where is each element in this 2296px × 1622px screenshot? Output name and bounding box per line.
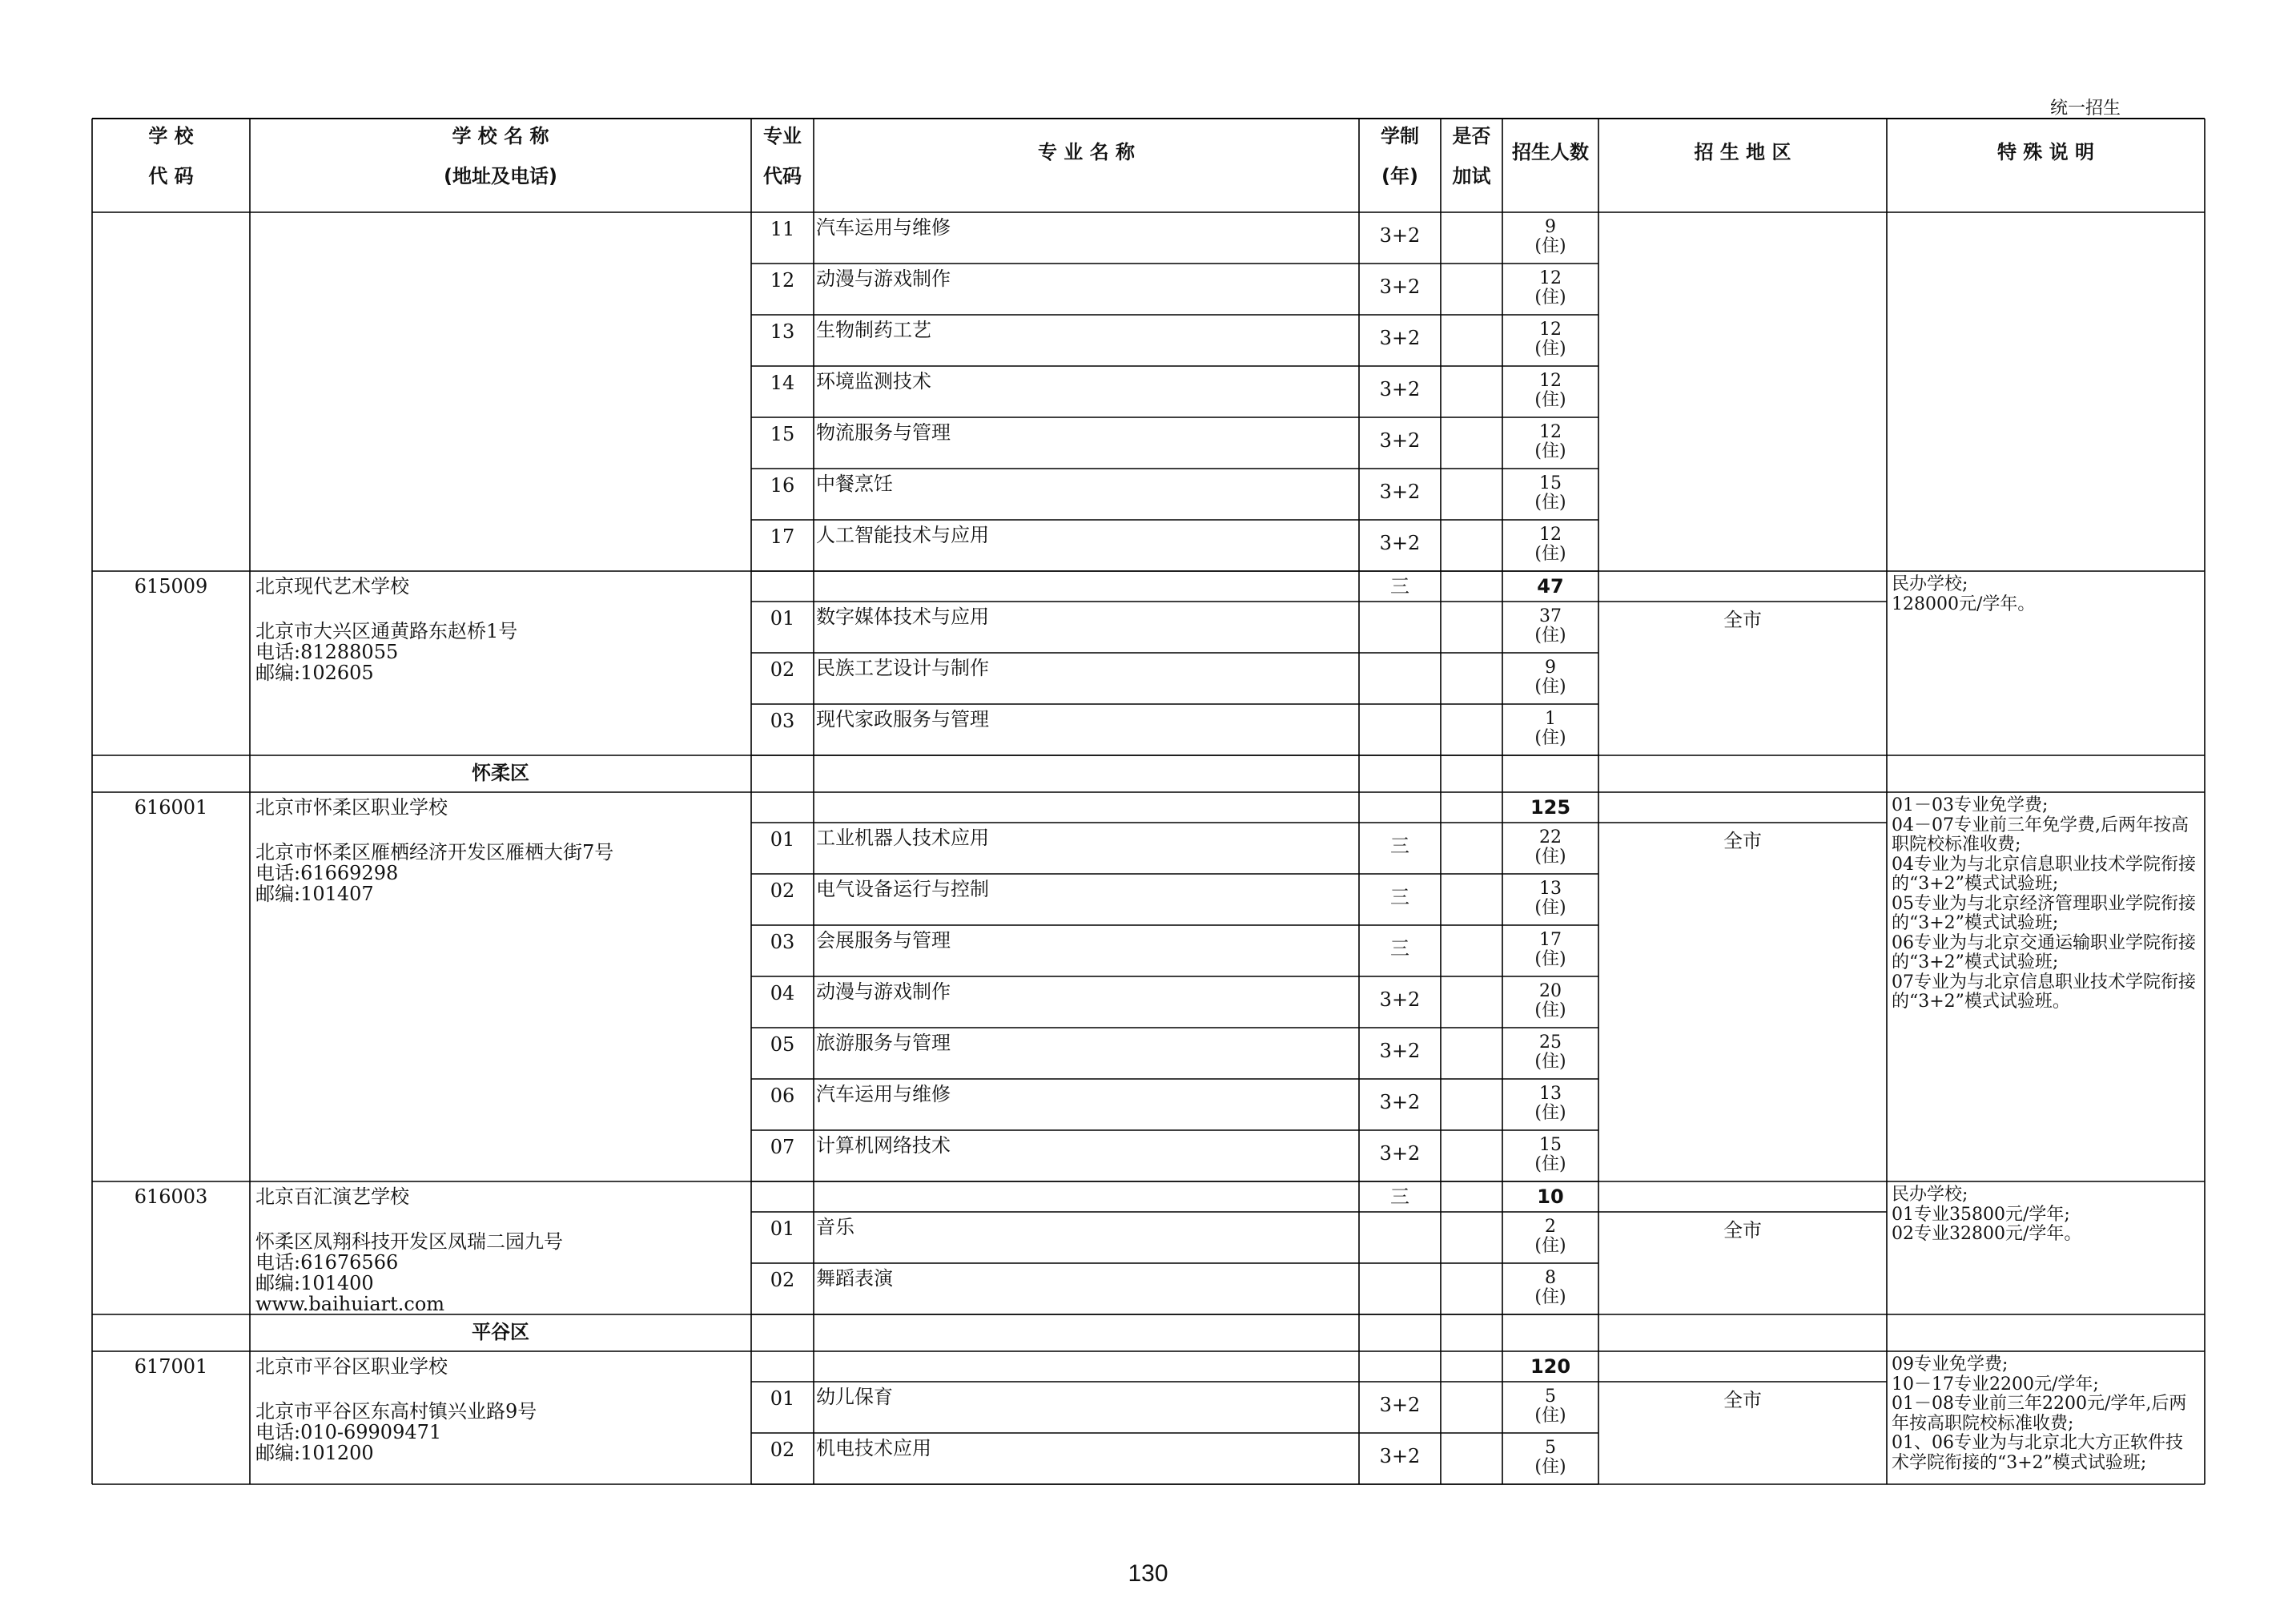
major-code: 01 [770,1387,795,1410]
major-name: 音乐 [816,1216,854,1238]
major-boarding: (住) [1534,544,1566,564]
major-count: 20 [1539,981,1562,1001]
major-duration: 3+2 [1379,327,1421,349]
major-boarding: (住) [1534,390,1566,410]
major-count: 17 [1539,930,1562,950]
major-duration: 3+2 [1379,1091,1421,1113]
major-duration: 3+2 [1379,988,1421,1011]
major-count: 25 [1539,1032,1562,1052]
major-count: 9 [1545,658,1556,678]
major-boarding: (住) [1534,1406,1566,1426]
major-count: 2 [1545,1217,1556,1237]
major-code: 02 [770,658,795,681]
school-address: 北京市怀柔区雁栖经济开发区雁栖大街7号 [255,841,614,863]
major-code: 01 [770,1218,795,1240]
note-line: 04－07专业前三年免学费,后两年按高职院校标准收费; [1892,815,2189,855]
major-duration: 三 [1390,886,1409,908]
major-name: 舞蹈表演 [816,1267,893,1290]
school-name: 北京百汇演艺学校 [255,1185,409,1208]
major-boarding: (住) [1534,493,1566,513]
page-number: 130 [1128,1560,1168,1587]
school-postcode: 邮编:101407 [255,883,374,905]
header-school-code: 学 校 [148,125,194,147]
school-code: 615009 [134,575,208,598]
major-duration: 三 [1390,937,1409,960]
school-phone: 电话:81288055 [255,641,399,663]
school-code: 617001 [134,1355,208,1378]
school-region: 全市 [1723,830,1762,852]
major-code: 02 [770,879,795,902]
major-duration: 3+2 [1379,1445,1421,1467]
major-name: 人工智能技术与应用 [816,524,989,546]
major-code: 12 [770,269,795,292]
major-duration: 3+2 [1379,378,1421,400]
top-right-label: 统一招生 [2050,99,2121,119]
major-name: 工业机器人技术应用 [816,827,989,849]
school-total: 10 [1537,1185,1564,1208]
note-line: 04专业为与北京信息职业技术学院衔接的“3+2”模式试验班; [1892,854,2196,894]
school-name: 北京市怀柔区职业学校 [255,796,448,819]
major-boarding: (住) [1534,949,1566,969]
school-notes [1892,1355,2198,1473]
school-postcode: 邮编:101400 [255,1272,374,1294]
header-region: 招 生 地 区 [1694,141,1791,163]
header-duration: (年) [1381,165,1418,187]
major-name: 民族工艺设计与制作 [816,657,989,679]
major-duration: 3+2 [1379,429,1421,452]
major-boarding: (住) [1534,441,1566,461]
major-code: 13 [770,320,795,343]
major-boarding: (住) [1534,1236,1566,1256]
major-name: 汽车运用与维修 [816,1083,951,1105]
major-code: 01 [770,607,795,630]
header-major-code: 代码 [763,165,802,187]
note-line: 05专业为与北京经济管理职业学院衔接的“3+2”模式试验班; [1892,893,2196,933]
school-total: 47 [1537,575,1564,598]
header-major-name: 专 业 名 称 [1037,141,1136,163]
major-code: 11 [770,218,795,240]
major-count: 12 [1539,268,1562,288]
school-notes [1892,796,2198,1012]
major-boarding: (住) [1534,288,1566,308]
major-count: 12 [1539,320,1562,340]
major-count: 15 [1539,1135,1562,1155]
major-boarding: (住) [1534,1154,1566,1174]
school-name: 北京市平谷区职业学校 [255,1355,448,1378]
major-count: 5 [1545,1387,1556,1407]
school-total: 120 [1530,1355,1571,1378]
major-count: 1 [1545,709,1556,729]
major-code: 16 [770,474,795,497]
major-count: 8 [1545,1268,1556,1288]
note-line: 128000元/学年。 [1892,594,2036,614]
note-line: 民办学校; [1892,574,1968,594]
major-count: 12 [1539,371,1562,391]
major-name: 旅游服务与管理 [816,1032,951,1054]
major-code: 05 [770,1033,795,1056]
major-duration: 3+2 [1379,1040,1421,1062]
major-boarding: (住) [1534,728,1566,748]
major-code: 03 [770,931,795,953]
note-line: 07专业为与北京信息职业技术学院衔接的“3+2”模式试验班。 [1892,972,2196,1012]
header-extra-exam: 加试 [1452,165,1491,187]
major-boarding: (住) [1534,898,1566,918]
header-school-code: 代 码 [148,165,194,187]
school-code: 616001 [134,796,208,819]
major-name: 会展服务与管理 [816,929,951,952]
school-address: 北京市平谷区东高村镇兴业路9号 [255,1400,537,1423]
major-name: 数字媒体技术与应用 [816,606,989,628]
major-code: 02 [770,1439,795,1461]
major-code: 01 [770,828,795,851]
major-name: 电气设备运行与控制 [816,878,989,900]
major-boarding: (住) [1534,1052,1566,1072]
major-code: 14 [770,372,795,394]
district-name: 平谷区 [472,1321,529,1343]
school-phone: 电话:010-69909471 [255,1421,442,1443]
major-code: 04 [770,982,795,1004]
note-line: 01、06专业为与北京北大方正软件技术学院衔接的“3+2”模式试验班; [1892,1433,2183,1473]
major-boarding: (住) [1534,677,1566,697]
major-duration: 3+2 [1379,1142,1421,1165]
major-boarding: (住) [1534,236,1566,256]
major-count: 15 [1539,473,1562,493]
school-phone: 电话:61676566 [255,1251,399,1274]
school-region: 全市 [1723,1219,1762,1242]
major-boarding: (住) [1534,1000,1566,1020]
school-address: 北京市大兴区通黄路东赵桥1号 [255,620,518,642]
major-count: 9 [1545,217,1556,237]
school-name: 北京现代艺术学校 [255,575,409,598]
note-line: 06专业为与北京交通运输职业学院衔接的“3+2”模式试验班; [1892,932,2196,972]
major-duration: 3+2 [1379,532,1421,554]
major-name: 物流服务与管理 [816,421,951,444]
school-region: 全市 [1723,1389,1762,1411]
major-name: 计算机网络技术 [816,1134,951,1157]
school-website: www.baihuiart.com [255,1293,445,1315]
major-name: 中餐烹饪 [816,473,893,495]
major-name: 机电技术应用 [816,1437,931,1459]
major-name: 生物制药工艺 [816,319,931,341]
school-region: 全市 [1723,609,1762,631]
major-count: 12 [1539,422,1562,442]
major-name: 幼儿保育 [816,1386,893,1408]
school-postcode: 邮编:102605 [255,662,374,684]
major-name: 动漫与游戏制作 [816,980,951,1003]
header-notes: 特 殊 说 明 [1996,141,2095,163]
major-boarding: (住) [1534,847,1566,867]
note-line: 01－08专业前三年2200元/学年,后两年按高职院校标准收费; [1892,1394,2187,1434]
school-code: 616003 [134,1185,208,1208]
major-duration: 3+2 [1379,276,1421,298]
major-name: 汽车运用与维修 [816,216,951,239]
note-line: 民办学校; [1892,1185,1968,1205]
major-count: 13 [1539,1084,1562,1104]
major-code: 17 [770,525,795,548]
major-code: 15 [770,423,795,445]
school-notes [1892,1185,2198,1245]
header-extra-exam: 是否 [1452,125,1491,147]
major-name: 现代家政服务与管理 [816,708,989,731]
school-duration: 三 [1390,575,1409,598]
major-name: 环境监测技术 [816,370,931,392]
major-boarding: (住) [1534,1287,1566,1307]
school-notes [1892,575,2198,614]
major-boarding: (住) [1534,626,1566,646]
school-phone: 电话:61669298 [255,862,399,884]
note-line: 09专业免学费; [1892,1354,2008,1374]
major-duration: 三 [1390,835,1409,857]
major-boarding: (住) [1534,1103,1566,1123]
major-count: 12 [1539,525,1562,545]
major-count: 13 [1539,879,1562,899]
major-name: 动漫与游戏制作 [816,268,951,290]
major-code: 03 [770,710,795,732]
major-duration: 3+2 [1379,481,1421,503]
major-count: 22 [1539,827,1562,847]
header-major-code: 专业 [763,125,802,147]
major-boarding: (住) [1534,339,1566,359]
district-name: 怀柔区 [472,762,529,784]
major-boarding: (住) [1534,1457,1566,1477]
school-postcode: 邮编:101200 [255,1442,374,1464]
note-line: 01专业35800元/学年; [1892,1204,2070,1225]
note-line: 02专业32800元/学年。 [1892,1224,2082,1244]
note-line: 10－17专业2200元/学年; [1892,1374,2099,1395]
major-count: 37 [1539,606,1562,626]
header-duration: 学制 [1381,125,1419,147]
major-duration: 3+2 [1379,1394,1421,1416]
major-code: 07 [770,1136,795,1158]
school-duration: 三 [1390,1185,1409,1208]
major-code: 06 [770,1085,795,1107]
major-duration: 3+2 [1379,224,1421,247]
school-total: 125 [1530,796,1571,819]
header-school-address: (地址及电话) [444,165,557,187]
note-line: 01－03专业免学费; [1892,795,2049,815]
header-school-name: 学 校 名 称 [452,125,549,147]
major-code: 02 [770,1269,795,1291]
school-address: 怀柔区凤翔科技开发区凤瑞二园九号 [255,1230,563,1253]
major-count: 5 [1545,1438,1556,1458]
header-enroll-count: 招生人数 [1512,141,1589,163]
